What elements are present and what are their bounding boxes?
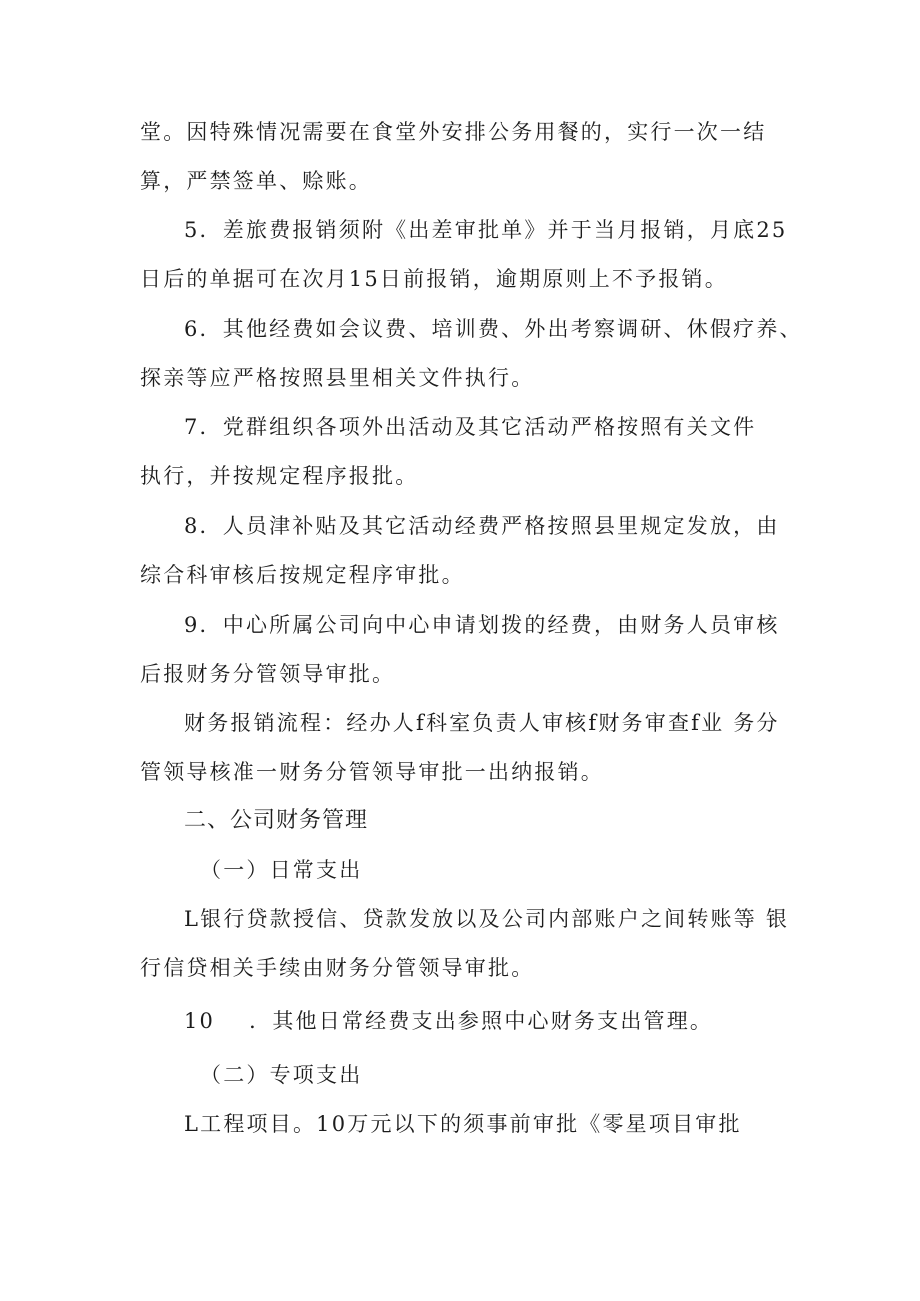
item-6-line-1: 6．其他经费如会议费、培训费、外出考察调研、休假疗养、 [184, 317, 803, 341]
item-5-line-1: 5．差旅费报销须附《出差审批单》并于当月报销，月底25 [184, 218, 788, 242]
daily-item-1-line-1: L银行贷款授信、贷款发放以及公司内部账户之间转账等 银 [184, 907, 790, 931]
item-6-line-2: 探亲等应严格按照县里相关文件执行。 [140, 366, 535, 390]
subsection-special-expenses-heading: （二）专项支出 [200, 1063, 363, 1087]
special-item-1-line-1: L工程项目。10万元以下的须事前审批《零星项目审批 [184, 1112, 742, 1136]
reimbursement-flow-line-2: 管领导核准一财务分管领导审批一出纳报销。 [140, 760, 604, 784]
item-7-line-2: 执行，并按规定程序报批。 [140, 464, 419, 488]
paragraph-continuation-line-1: 堂。因特殊情况需要在食堂外安排公务用餐的，实行一次一结 [140, 120, 767, 144]
item-9-line-2: 后报财务分管领导审批。 [140, 662, 396, 686]
item-8-line-2: 综合科审核后按规定程序审批。 [140, 563, 465, 587]
reimbursement-flow-line-1: 财务报销流程：经办人f科室负责人审核f财务审查f业 务分 [184, 711, 780, 735]
item-8-line-1: 8．人员津补贴及其它活动经费严格按照县里规定发放，由 [184, 514, 780, 538]
daily-item-1-line-2: 行信贷相关手续由财务分管领导审批。 [140, 956, 535, 980]
section-2-heading: 二、公司财务管理 [184, 808, 369, 833]
item-9-line-1: 9．中心所属公司向中心申请划拨的经费，由财务人员审核 [184, 613, 780, 637]
subsection-daily-expenses-heading: （一）日常支出 [200, 858, 363, 882]
item-5-line-2: 日后的单据可在次月15日前报销，逾期原则上不予报销。 [140, 267, 728, 291]
item-7-line-1: 7．党群组织各项外出活动及其它活动严格按照有关文件 [184, 415, 757, 439]
daily-item-2-text: ．其他日常经费支出参照中心财务支出管理。 [249, 1009, 714, 1033]
paragraph-continuation-line-2: 算，严禁签单、赊账。 [140, 169, 372, 193]
daily-item-2 [184, 1006, 713, 1036]
daily-item-2-number: 10 [184, 1009, 216, 1033]
